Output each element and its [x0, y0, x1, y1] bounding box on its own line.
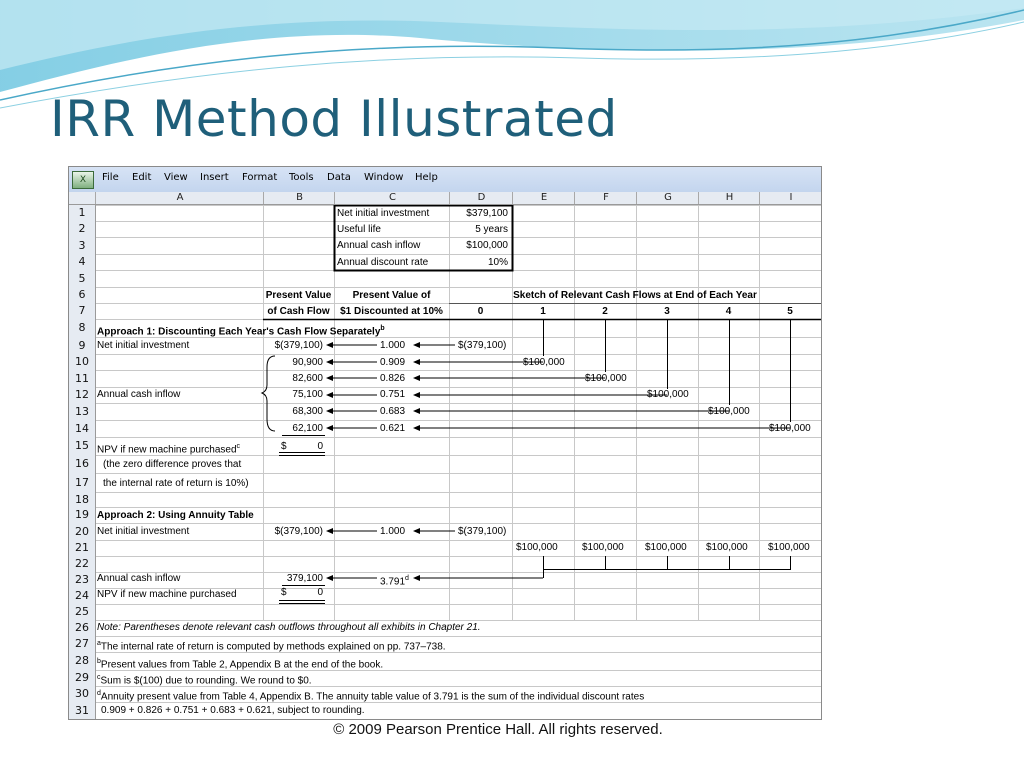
row-header[interactable]: 5 — [69, 270, 95, 287]
menu-file[interactable]: File — [102, 172, 119, 183]
input-label-useful-life[interactable]: Useful life — [337, 224, 381, 235]
input-value-useful-life[interactable]: 5 years — [475, 224, 508, 235]
col-header-a[interactable]: A — [95, 192, 264, 204]
annuity-arrow-head — [413, 575, 420, 581]
row-header[interactable]: 18 — [69, 492, 95, 507]
row-header[interactable]: 13 — [69, 403, 95, 420]
discount-factor[interactable]: 0.683 — [380, 406, 406, 417]
input-label-cash-inflow[interactable]: Annual cash inflow — [337, 240, 421, 251]
row-header[interactable]: 29 — [69, 670, 95, 686]
row-header[interactable]: 28 — [69, 652, 95, 670]
a15-label[interactable]: NPV if new machine purchased$^c$ — [97, 443, 241, 456]
pv-value[interactable]: 379,100 — [286, 573, 323, 584]
pv-value[interactable]: 62,100 — [292, 423, 323, 434]
flow-arrow-head — [413, 408, 420, 414]
menu-insert[interactable]: Insert — [200, 172, 229, 183]
excel-app-icon[interactable]: X — [72, 171, 94, 189]
discount-factor[interactable]: 0.909 — [380, 357, 406, 368]
input-value-investment[interactable]: $379,100 — [466, 208, 508, 219]
note-27[interactable]: $^a$The internal rate of return is computed by methods explained on pp. 737–738. — [97, 640, 446, 653]
a23-label[interactable]: Annual cash inflow — [97, 573, 181, 584]
pv-arrow-head — [326, 408, 333, 414]
col-header-d[interactable]: D — [449, 192, 513, 204]
row-header[interactable]: 20 — [69, 523, 95, 540]
cash-flow-year1[interactable]: $100,000 — [516, 542, 558, 553]
menu-help[interactable]: Help — [415, 172, 438, 183]
row-header[interactable]: 4 — [69, 254, 95, 270]
menu-bar — [69, 167, 821, 193]
note-30[interactable]: $^d$Annuity present value from Table 4, Appendix B. The annuity table value of 3.791 is the sum of the individual discount rates — [97, 690, 645, 703]
col-header-f[interactable]: F — [574, 192, 637, 204]
note-29[interactable]: $^c$Sum is $(100) due to rounding. We round to $0. — [97, 674, 312, 687]
pv-arrow-head — [326, 375, 333, 381]
header-sketch[interactable]: Sketch of Relevant Cash Flows at End of Each Year — [513, 290, 757, 301]
col-header-c[interactable]: C — [334, 192, 450, 204]
annuity-factor[interactable]: 3.791$^d$ — [380, 575, 409, 588]
cash-flow-year1[interactable]: $100,000 — [523, 357, 565, 368]
copyright-footer: © 2009 Pearson Prentice Hall. All rights reserved. — [333, 721, 663, 738]
pv-arrow-head — [326, 528, 333, 534]
col-header-h[interactable]: H — [698, 192, 760, 204]
input-label-investment[interactable]: Net initial investment — [337, 208, 430, 219]
a12-label[interactable]: Annual cash inflow — [97, 389, 181, 400]
row-header[interactable]: 24 — [69, 588, 95, 604]
note-26[interactable]: Note: Parentheses denote relevant cash outflows throughout all exhibits in Chapter 21. — [97, 622, 481, 633]
cash-flow-year2[interactable]: $100,000 — [585, 373, 627, 384]
npv-value[interactable]: 0 — [317, 587, 323, 598]
npv-value[interactable]: 0 — [317, 441, 323, 452]
column-header-row — [69, 192, 821, 205]
row-header[interactable]: 23 — [69, 572, 95, 588]
row-header[interactable]: 30 — [69, 686, 95, 702]
row-header[interactable]: 16 — [69, 455, 95, 473]
year-3[interactable]: 3 — [664, 306, 670, 317]
a9-label[interactable]: Net initial investment — [97, 340, 190, 351]
menu-tools[interactable]: Tools — [289, 172, 314, 183]
menu-window[interactable]: Window — [364, 172, 404, 183]
row-header[interactable]: 31 — [69, 702, 95, 719]
menu-edit[interactable]: Edit — [132, 172, 152, 183]
row-header[interactable]: 10 — [69, 354, 95, 370]
pv-value[interactable]: 82,600 — [292, 373, 323, 384]
row-header[interactable]: 27 — [69, 636, 95, 652]
row-header[interactable]: 17 — [69, 473, 95, 492]
col-header-b[interactable]: B — [263, 192, 335, 204]
row-header[interactable]: 11 — [69, 370, 95, 387]
discount-factor[interactable]: 0.826 — [380, 373, 406, 384]
input-label-discount-rate[interactable]: Annual discount rate — [337, 257, 429, 268]
header-present-value[interactable]: Present Value — [265, 290, 332, 301]
pv-arrow-head — [326, 342, 333, 348]
slide-title: IRR Method Illustrated — [50, 90, 618, 148]
row-header[interactable]: 12 — [69, 387, 95, 403]
cash-flow-year2[interactable]: $100,000 — [582, 542, 624, 553]
header-of-cash-flow[interactable]: of Cash Flow — [267, 306, 330, 317]
npv-dollar-sign: $ — [281, 441, 287, 452]
pv-value[interactable]: 75,100 — [292, 389, 323, 400]
row-header[interactable]: 22 — [69, 556, 95, 572]
row-header[interactable]: 1 — [69, 205, 95, 221]
row-header[interactable]: 7 — [69, 303, 95, 319]
col-header-g[interactable]: G — [636, 192, 699, 204]
a24-label[interactable]: NPV if new machine purchased — [97, 589, 237, 600]
col-header-e[interactable]: E — [512, 192, 575, 204]
header-discounted[interactable]: $1 Discounted at 10% — [340, 306, 443, 317]
year-1[interactable]: 1 — [540, 306, 546, 317]
flow-arrow-head — [413, 425, 420, 431]
discount-factor[interactable]: 1.000 — [380, 340, 406, 351]
input-value-discount-rate[interactable]: 10% — [487, 257, 508, 268]
year-2[interactable]: 2 — [602, 306, 608, 317]
year0-outflow[interactable]: $(379,100) — [458, 340, 507, 351]
a20-label[interactable]: Net initial investment — [97, 526, 190, 537]
col-header-i[interactable]: I — [759, 192, 822, 204]
row-header[interactable]: 19 — [69, 507, 95, 523]
row-header[interactable]: 8 — [69, 319, 95, 337]
row-header[interactable]: 14 — [69, 420, 95, 437]
pv-arrow-head — [326, 359, 333, 365]
menu-view[interactable]: View — [164, 172, 188, 183]
a17-label[interactable]: the internal rate of return is 10%) — [103, 478, 249, 489]
pv-arrow-head — [326, 392, 333, 398]
row-header[interactable]: 26 — [69, 620, 95, 636]
cash-flow-year4[interactable]: $100,000 — [708, 406, 750, 417]
year0-outflow[interactable]: $(379,100) — [458, 526, 507, 537]
year-4[interactable]: 4 — [725, 306, 732, 317]
flow-arrow-head — [413, 392, 420, 398]
menu-data[interactable]: Data — [327, 172, 351, 183]
row-header[interactable]: 6 — [69, 287, 95, 303]
input-value-cash-inflow[interactable]: $100,000 — [466, 240, 508, 251]
pv-value[interactable]: 68,300 — [292, 406, 323, 417]
row-header[interactable]: 3 — [69, 237, 95, 254]
approach2-title[interactable]: Approach 2: Using Annuity Table — [97, 510, 254, 521]
approach1-title[interactable]: Approach 1: Discounting Each Year's Cash Flow Separately$^b$ — [97, 325, 385, 338]
cash-flow-year4[interactable]: $100,000 — [706, 542, 748, 553]
pv-value[interactable]: $(379,100) — [274, 340, 323, 351]
discount-factor[interactable]: 1.000 — [380, 526, 406, 537]
pv-value[interactable]: 90,900 — [292, 357, 323, 368]
pv-arrow-head — [326, 425, 333, 431]
cash-flow-year5[interactable]: $100,000 — [768, 542, 810, 553]
year-0[interactable]: 0 — [477, 306, 484, 317]
flow-arrow-head — [413, 375, 420, 381]
menu-format[interactable]: Format — [242, 172, 278, 183]
a16-label[interactable]: (the zero difference proves that — [103, 459, 242, 470]
header-pv-of[interactable]: Present Value of — [352, 290, 431, 301]
flow-arrow-head — [413, 528, 420, 534]
note-31[interactable]: 0.909 + 0.826 + 0.751 + 0.683 + 0.621, subject to rounding. — [101, 705, 365, 716]
discount-factor[interactable]: 0.751 — [380, 389, 406, 400]
row-header[interactable]: 21 — [69, 540, 95, 556]
cash-flow-year5[interactable]: $100,000 — [769, 423, 811, 434]
npv-dollar-sign: $ — [281, 587, 287, 598]
cash-flow-year3[interactable]: $100,000 — [645, 542, 687, 553]
year-5[interactable]: 5 — [787, 306, 793, 317]
spreadsheet-window — [68, 166, 822, 720]
row-header[interactable]: 15 — [69, 437, 95, 455]
row-header[interactable]: 9 — [69, 337, 95, 354]
note-28[interactable]: $^b$Present values from Table 2, Appendix B at the end of the book. — [97, 658, 384, 671]
discount-factor[interactable]: 0.621 — [380, 423, 406, 434]
row-header[interactable]: 2 — [69, 221, 95, 237]
cash-flow-year3[interactable]: $100,000 — [647, 389, 689, 400]
flow-arrow-head — [413, 359, 420, 365]
pv-value[interactable]: $(379,100) — [274, 526, 323, 537]
flow-arrow-head — [413, 342, 420, 348]
pv-arrow-head — [326, 575, 333, 581]
row-header[interactable]: 25 — [69, 604, 95, 620]
